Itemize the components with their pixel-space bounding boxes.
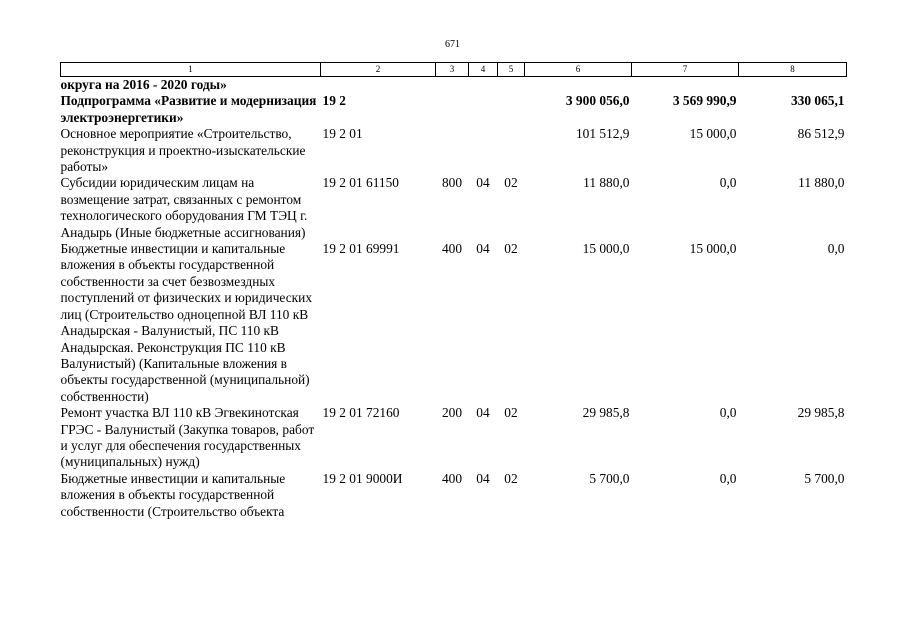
budget-table: [60, 62, 847, 520]
row-regional: 5 700,0: [804, 470, 845, 486]
row-rz: 04: [476, 241, 490, 257]
col-header-4: 4: [469, 63, 498, 77]
col-header-6: 6: [525, 63, 632, 77]
row-total: 15 000,0: [582, 241, 630, 257]
row-pr: 02: [504, 175, 518, 191]
row-federal: 3 569 990,9: [672, 93, 737, 109]
row-code: 19 2 01 61150: [322, 175, 399, 191]
row-code: 19 2 01 72160: [322, 405, 400, 421]
row-vr: [436, 126, 469, 175]
row-regional: [739, 77, 847, 94]
row-federal: 15 000,0: [689, 241, 737, 257]
row-name: Подпрограмма «Развитие и модернизация электроэнергетики»: [60, 93, 317, 125]
row-pr: 02: [504, 470, 518, 486]
table-row: [61, 77, 847, 94]
page-number: 671: [445, 39, 460, 50]
row-federal: 15 000,0: [689, 126, 737, 142]
row-vr: 800: [441, 175, 463, 191]
row-regional: 0,0: [827, 241, 845, 257]
row-total: 11 880,0: [583, 175, 630, 191]
table-row: [61, 471, 847, 520]
col-header-2: 2: [321, 63, 436, 77]
row-rz: 04: [476, 470, 490, 486]
row-rz: 04: [476, 405, 490, 421]
row-rz: [469, 93, 498, 126]
row-federal: 0,0: [719, 175, 737, 191]
row-code: 19 2 01 69991: [322, 241, 400, 257]
row-vr: [436, 93, 469, 126]
row-vr: 200: [441, 405, 463, 421]
header-row: [61, 63, 847, 77]
row-code: 19 2 01: [322, 126, 363, 142]
row-regional: 29 985,8: [797, 405, 845, 421]
row-code: [321, 77, 436, 94]
row-name: Бюджетные инвестиции и капитальные вложения в объекты государственной собственности за счет безвозмездных поступлений от физических и юридических лиц (Строительство одноцепной ВЛ 110 кВ Анадырская - Валунистый, ПС 110 кВ Анадырская. Реконструкция ПС 110 кВ Валунистый) (Капитальные вложения в объекты государственной (муниципальной) собственности): [60, 241, 313, 404]
row-name: округа на 2016 - 2020 годы»: [60, 77, 227, 92]
table-row: [61, 175, 847, 241]
col-header-5: 5: [498, 63, 525, 77]
col-header-7: 7: [632, 63, 739, 77]
row-total: 101 512,9: [575, 126, 630, 142]
row-rz: [469, 77, 498, 94]
col-header-3: 3: [436, 63, 469, 77]
row-regional: 330 065,1: [790, 93, 845, 109]
row-pr: [498, 126, 525, 175]
row-pr: 02: [504, 405, 518, 421]
row-rz: [469, 126, 498, 175]
table-row: [61, 126, 847, 175]
row-federal: 0,0: [719, 470, 737, 486]
table-row: [61, 93, 847, 126]
row-vr: 400: [441, 470, 463, 486]
row-total: 29 985,8: [582, 405, 630, 421]
col-header-1: 1: [61, 63, 321, 77]
row-pr: [498, 77, 525, 94]
row-name: Ремонт участка ВЛ 110 кВ Эгвекинотская ГРЭС - Валунистый (Закупка товаров, работ и услуг для обеспечения государственных (муниципальных) нужд): [60, 405, 315, 470]
row-total: [525, 77, 632, 94]
row-rz: 04: [476, 175, 490, 191]
row-federal: 0,0: [719, 405, 737, 421]
row-regional: 86 512,9: [797, 126, 845, 142]
row-name: Основное мероприятие «Строительство, реконструкция и проектно-изыскательские работы»: [60, 126, 306, 175]
row-pr: 02: [504, 241, 518, 257]
row-vr: [436, 77, 469, 94]
table-row: [61, 241, 847, 405]
row-total: 5 700,0: [589, 470, 630, 486]
row-code: 19 2 01 9000И: [322, 470, 403, 486]
row-pr: [498, 93, 525, 126]
table-row: [61, 405, 847, 471]
row-federal: [632, 77, 739, 94]
row-name: Субсидии юридическим лицам на возмещение затрат, связанных с ремонтом технологического оборудования ГМ ТЭЦ г. Анадырь (Иные бюджетные ассигнования): [60, 175, 308, 240]
row-total: 3 900 056,0: [565, 93, 630, 109]
row-code: 19 2: [322, 93, 346, 109]
row-name: Бюджетные инвестиции и капитальные вложения в объекты государственной собственности (Строительство объекта: [60, 470, 286, 519]
col-header-8: 8: [739, 63, 847, 77]
row-regional: 11 880,0: [798, 175, 845, 191]
row-vr: 400: [441, 241, 463, 257]
